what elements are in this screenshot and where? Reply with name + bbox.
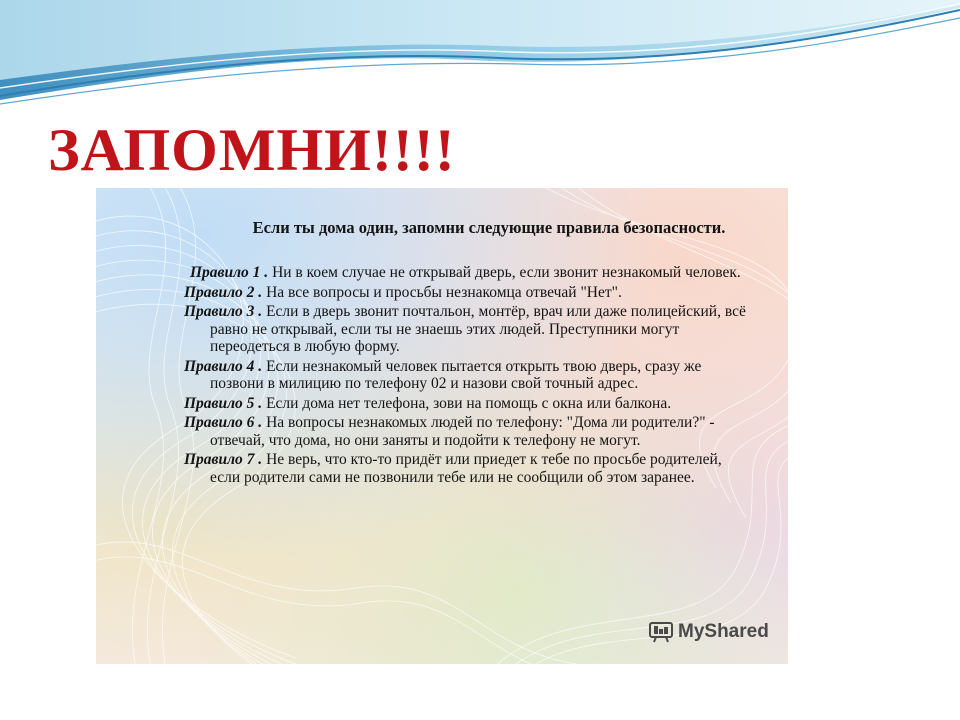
- rule-label: Правило 7 .: [184, 451, 263, 468]
- myshared-logo-icon: [648, 621, 674, 643]
- rule-text: Не верь, что кто-то придёт или приедет к тебе по просьбе родителей, если родители сами не позвонили тебе или не сообщили об этом заранее.: [210, 451, 722, 486]
- rules-text: [184, 218, 754, 488]
- watermark-text: MyShared: [678, 621, 769, 642]
- document-image: [96, 188, 788, 664]
- rule-item: [184, 284, 754, 302]
- rule-label: Правило 1 .: [190, 264, 269, 281]
- rule-label: Правило 3 .: [184, 303, 263, 320]
- document-heading: Если ты дома один, запомни следующие правила безопасности.: [252, 218, 726, 237]
- rule-label: Правило 6 .: [184, 414, 263, 431]
- slide-title: ЗАПОМНИ!!!!: [48, 117, 456, 183]
- rule-item: [184, 358, 754, 393]
- rule-text: Ни в коем случае не открывай дверь, если звонит незнакомый человек.: [268, 264, 741, 281]
- rule-item: [184, 303, 754, 356]
- rule-label: Правило 4 .: [184, 357, 263, 375]
- rule-label: Правило 2 .: [184, 283, 263, 301]
- rule-text: Если дома нет телефона, зови на помощь с окна или балкона.: [262, 394, 672, 412]
- rule-text: Если в дверь звонит почтальон, монтёр, врач или даже полицейский, всё равно не открывай, если ты не знаешь этих людей. Преступники могут переодеться в любую форму.: [210, 303, 746, 355]
- rule-item: [184, 264, 754, 282]
- rule-item: [184, 395, 754, 413]
- rule-text: На все вопросы и просьбы незнакомца отвечай "Нет".: [262, 283, 622, 301]
- myshared-watermark[interactable]: [648, 620, 769, 644]
- rule-label: Правило 5 .: [184, 394, 263, 412]
- rule-text: Если незнакомый человек пытается открыть твою дверь, сразу же позвони в милицию по телефону 02 и назови свой точный адрес.: [210, 357, 702, 392]
- rule-item: [184, 414, 754, 449]
- rule-text: На вопросы незнакомых людей по телефону: "Дома ли родители?" - отвечай, что дома, но они заняты и подойти к телефону не могут.: [210, 414, 715, 449]
- rule-item: [184, 451, 754, 486]
- top-wave-decoration: [0, 0, 960, 110]
